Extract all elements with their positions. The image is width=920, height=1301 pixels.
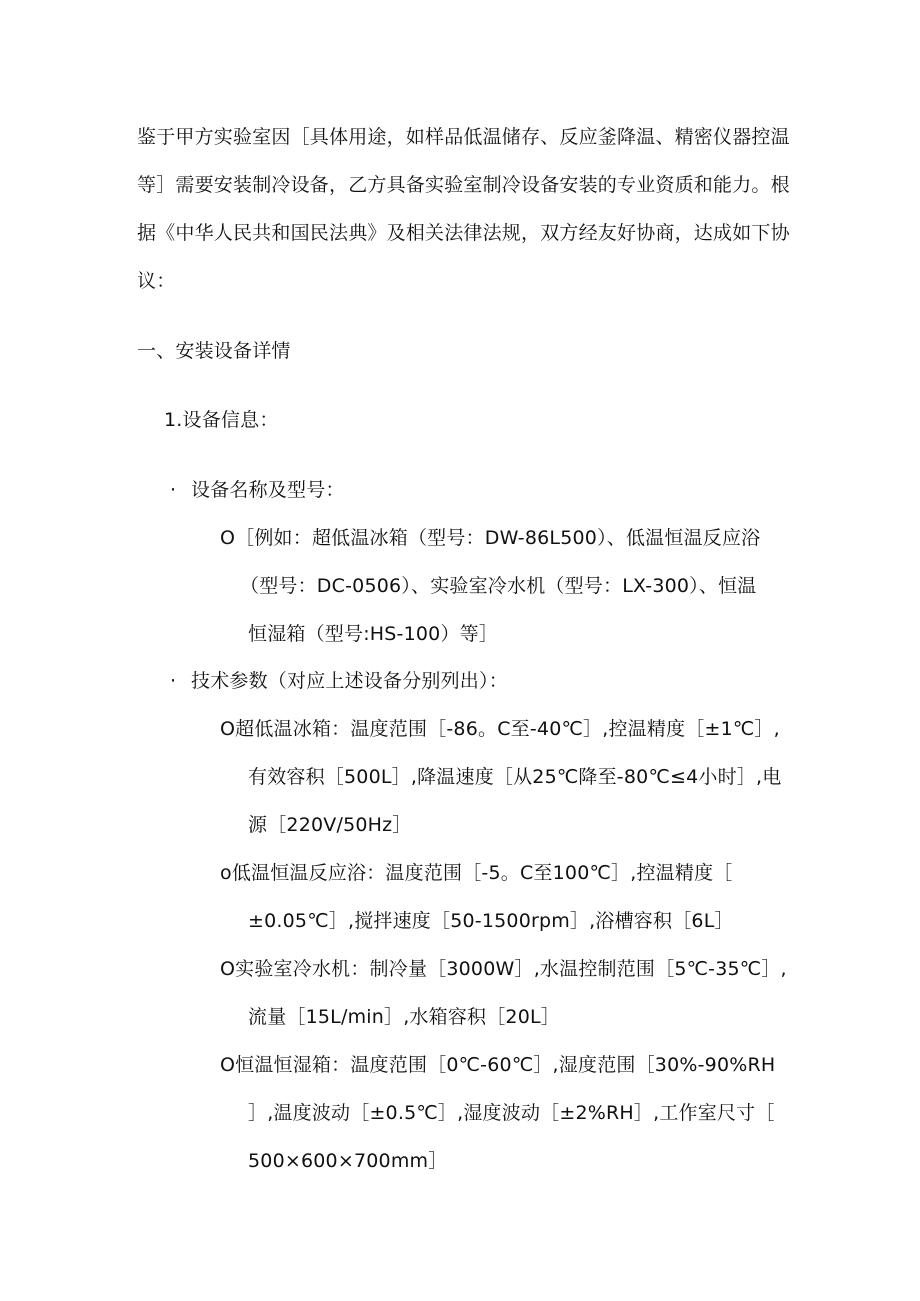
intro-line-3: 据《中华人民共和国民法典》及相关法律法规，双方经友好协商，达成如下协 — [137, 222, 790, 244]
bullet-dot: · — [170, 479, 177, 501]
param-freezer-line-3: 源［220V∕50Hz］ — [248, 814, 412, 836]
param-freezer-line-1: O超低温冰箱：温度范围［-86。C至-40℃］,控温精度［±1℃］, — [220, 718, 780, 740]
param-chiller-line-1: O实验室冷水机：制冷量［3000W］,水温控制范围［5℃-35℃］, — [220, 958, 787, 980]
param-chiller-line-2: 流量［15L∕min］,水箱容积［20L］ — [248, 1006, 560, 1028]
device-list-line-2: （型号：DC-0506）、实验室冷水机（型号：LX-300）、恒温 — [240, 575, 757, 597]
device-list-line-1: O［例如：超低温冰箱（型号：DW-86L500）、低温恒温反应浴 — [220, 527, 761, 549]
subsection-heading: 1.设备信息： — [164, 409, 279, 431]
param-humidity-line-3: 500×600×700mm］ — [248, 1150, 448, 1172]
param-bath-line-2: ±0.05℃］,搅拌速度［50-1500rpm］,浴槽容积［6L］ — [248, 910, 734, 932]
intro-line-4: 议： — [137, 270, 176, 292]
bullet-dot: · — [170, 670, 177, 692]
intro-line-2: 等］需要安装制冷设备，乙方具备实验室制冷设备安装的专业资质和能力。根 — [137, 174, 790, 196]
param-humidity-line-1: O恒温恒湿箱：温度范围［0℃-60℃］,湿度范围［30%-90%RH — [220, 1054, 776, 1076]
param-bath-line-1: o低温恒温反应浴：温度范围［-5。C至100℃］,控温精度［ — [220, 862, 733, 884]
bullet-label-device-name: 设备名称及型号： — [191, 479, 345, 501]
bullet-label-tech-params: 技术参数（对应上述设备分别列出）： — [191, 670, 508, 692]
device-list-line-3: 恒湿箱（型号:HS-100）等］ — [248, 623, 499, 645]
param-freezer-line-2: 有效容积［500L］,降温速度［从25℃降至-80℃≤4小时］,电 — [248, 766, 782, 788]
section-heading: 一、安装设备详情 — [137, 340, 291, 362]
param-humidity-line-2: ］,温度波动［±0.5℃］,湿度波动［±2%RH］,工作室尺寸［ — [248, 1102, 775, 1124]
intro-line-1: 鉴于甲方实验室因［具体用途，如样品低温储存、反应釜降温、精密仪器控温 — [137, 126, 790, 148]
